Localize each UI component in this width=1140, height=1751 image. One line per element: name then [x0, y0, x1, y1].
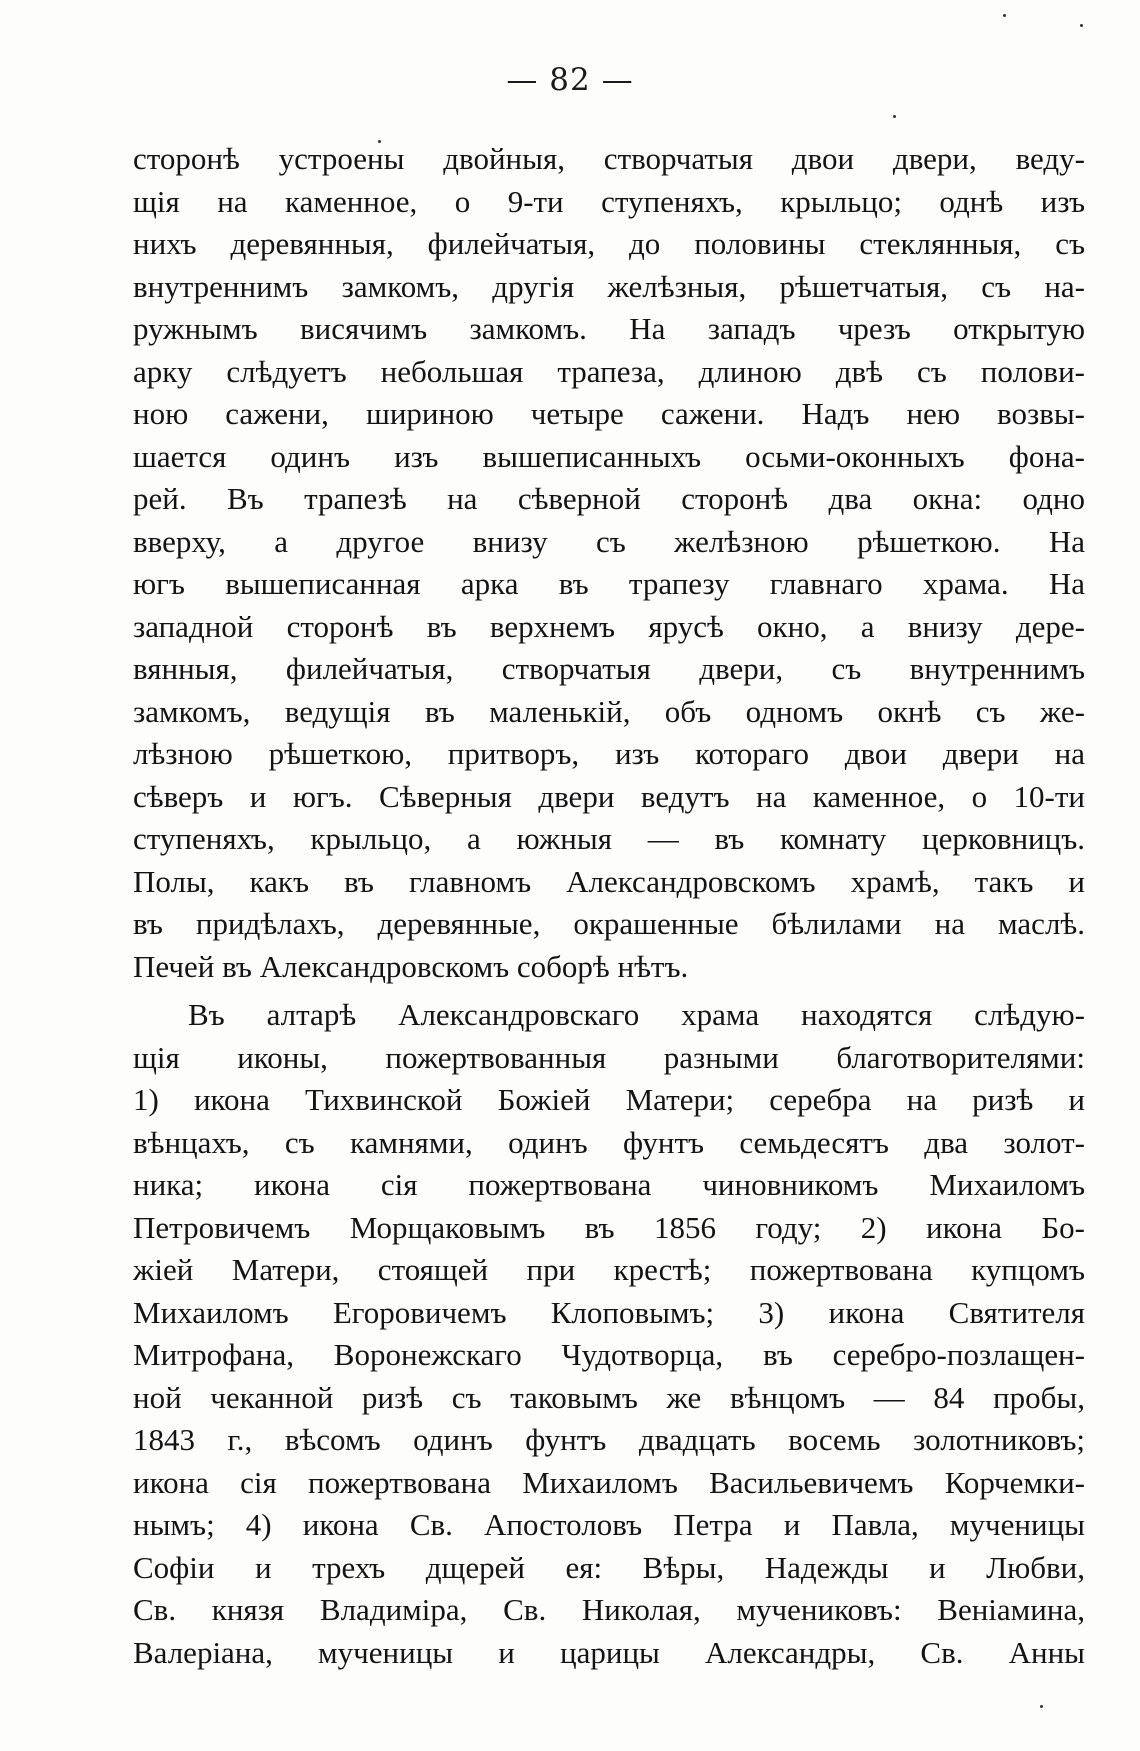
text-line: жіей Матери, стоящей при крестѣ; пожертвована купцомъ — [133, 1252, 1085, 1287]
text-line: нихъ деревянныя, филейчатыя, до половины стеклянныя, съ — [133, 226, 1085, 261]
ink-speck — [893, 115, 896, 118]
text-line: щія иконы, пожертвованныя разными благотворителями: — [133, 1039, 1085, 1075]
text-line: ною сажени, шириною четыре сажени. Надъ нею возвы- — [133, 396, 1085, 431]
text-line: сторонѣ устроены двойныя, створчатыя двои двери, веду- — [133, 141, 1085, 176]
text-line: Печей въ Александровскомъ соборѣ нѣтъ. — [133, 948, 689, 984]
text-line: щія на каменное, о 9-ти ступеняхъ, крыльцо; однѣ изъ — [133, 183, 1085, 219]
text-line: арку слѣдуетъ небольшая трапеза, длиною двѣ съ полови- — [133, 353, 1085, 389]
body-text — [133, 138, 1085, 1674]
page-number: — 82 — — [506, 62, 634, 98]
text-line: внутреннимъ замкомъ, другія желѣзныя, рѣшетчатыя, съ на- — [133, 268, 1085, 304]
text-line: Полы, какъ въ главномъ Александровскомъ храмѣ, такъ и — [133, 863, 1085, 899]
text-line: ступеняхъ, крыльцо, а южныя — въ комнату церковницъ. — [133, 821, 1085, 856]
text-line: 1843 г., вѣсомъ одинъ фунтъ двадцать восемь золотниковъ; — [133, 1422, 1085, 1457]
text-line: вѣнцахъ, съ камнями, одинъ фунтъ семьдесятъ два золот- — [133, 1124, 1085, 1160]
text-line: Софіи и трехъ дщерей ея: Вѣры, Надежды и Любви, — [133, 1549, 1085, 1585]
text-line: Митрофана, Воронежскаго Чудотворца, въ серебро-позлащен- — [133, 1337, 1085, 1372]
text-line: Въ алтарѣ Александровскаго храма находятся слѣдую- — [188, 997, 1085, 1032]
text-line: Михаиломъ Егоровичемъ Клоповымъ; 3) икона Святителя — [133, 1294, 1085, 1330]
text-line: нымъ; 4) икона Св. Апостоловъ Петра и Павла, мученицы — [133, 1507, 1085, 1542]
text-line: ника; икона сія пожертвована чиновникомъ Михаиломъ — [133, 1167, 1085, 1202]
text-line: ной чеканной ризѣ съ таковымъ же вѣнцомъ — 84 пробы, — [133, 1379, 1085, 1415]
text-line: 1) икона Тихвинской Божіей Матери; серебра на ризѣ и — [133, 1082, 1085, 1117]
text-line: сѣверъ и югъ. Сѣверныя двери ведутъ на каменное, о 10-ти — [133, 778, 1085, 814]
text-line: вверху, а другое внизу съ желѣзною рѣшеткою. На — [133, 523, 1085, 559]
text-line: югъ вышеписанная арка въ трапезу главнаго храма. На — [133, 566, 1085, 601]
text-line: замкомъ, ведущія въ маленькій, объ одномъ окнѣ съ же- — [133, 693, 1085, 729]
text-line: Св. князя Владиміра, Св. Николая, мучениковъ: Веніамина, — [133, 1592, 1085, 1627]
text-line: рей. Въ трапезѣ на сѣверной сторонѣ два окна: одно — [133, 481, 1085, 516]
text-line: западной сторонѣ въ верхнемъ ярусѣ окно, а внизу дере- — [133, 608, 1085, 644]
text-line: лѣзною рѣшеткою, притворъ, изъ котораго двои двери на — [133, 736, 1085, 771]
text-line: вянныя, филейчатыя, створчатыя двери, съ внутреннимъ — [133, 651, 1085, 686]
text-line: въ придѣлахъ, деревянные, окрашенные бѣлилами на маслѣ. — [133, 906, 1085, 941]
paragraph — [133, 138, 1085, 988]
text-line: Петровичемъ Морщаковымъ въ 1856 году; 2) икона Бо- — [133, 1209, 1085, 1245]
ink-speck — [1003, 14, 1006, 17]
text-line: икона сія пожертвована Михаиломъ Васильевичемъ Корчемки- — [133, 1464, 1085, 1500]
text-line: шается одинъ изъ вышеписанныхъ осьми-оконныхъ фона- — [133, 438, 1085, 474]
text-line: Валеріана, мученицы и царицы Александры, Св. Анны — [133, 1634, 1085, 1670]
ink-speck — [1040, 1705, 1043, 1708]
text-line: ружнымъ висячимъ замкомъ. На западъ чрезъ открытую — [133, 311, 1085, 346]
paragraph — [133, 994, 1085, 1674]
ink-speck — [1080, 24, 1083, 27]
